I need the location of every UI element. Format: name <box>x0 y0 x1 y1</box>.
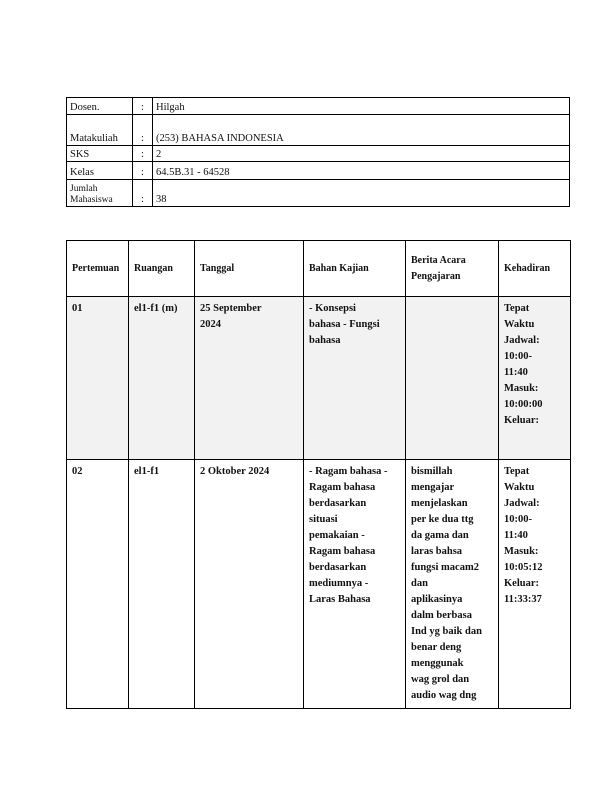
attendance-header-row <box>67 241 571 297</box>
cell-kehadiran: Tepat Waktu Jadwal: 10:00- 11:40 Masuk: 10:05:12 Keluar: 11:33:37 <box>499 460 571 709</box>
attendance-table <box>66 240 571 709</box>
matakuliah-value: (253) BAHASA INDONESIA <box>153 115 570 146</box>
header-pertemuan: Pertemuan <box>67 241 129 297</box>
cell-pertemuan: 01 <box>67 297 129 460</box>
info-row-matakuliah <box>67 115 570 146</box>
table-row <box>67 460 571 709</box>
info-row-sks <box>67 146 570 162</box>
cell-ruangan: el1-f1 <box>129 460 195 709</box>
cell-tanggal: 25 September 2024 <box>195 297 304 460</box>
matakuliah-label: Matakuliah <box>67 115 133 146</box>
colon: : <box>133 162 153 180</box>
cell-tanggal: 2 Oktober 2024 <box>195 460 304 709</box>
colon: : <box>133 146 153 162</box>
kelas-value: 64.5B.31 - 64528 <box>153 162 570 180</box>
jumlah-value: 38 <box>153 180 570 207</box>
header-tanggal: Tanggal <box>195 241 304 297</box>
header-berita-acara: Berita Acara Pengajaran <box>406 241 499 297</box>
cell-pertemuan: 02 <box>67 460 129 709</box>
jumlah-label: Jumlah Mahasiswa <box>67 180 133 207</box>
dosen-value: Hilgah <box>153 98 570 115</box>
dosen-label: Dosen. <box>67 98 133 115</box>
cell-kehadiran: Tepat Waktu Jadwal: 10:00- 11:40 Masuk: 10:00:00 Keluar: <box>499 297 571 460</box>
kelas-label: Kelas <box>67 162 133 180</box>
cell-berita-acara <box>406 297 499 460</box>
colon: : <box>133 115 153 146</box>
header-ruangan: Ruangan <box>129 241 195 297</box>
header-bahan-kajian: Bahan Kajian <box>304 241 406 297</box>
colon: : <box>133 98 153 115</box>
sks-value: 2 <box>153 146 570 162</box>
table-row <box>67 297 571 460</box>
colon: : <box>133 180 153 207</box>
cell-bahan-kajian: - Ragam bahasa - Ragam bahasa berdasarkan situasi pemakaian - Ragam bahasa berdasarkan mediumnya - Laras Bahasa <box>304 460 406 709</box>
cell-ruangan: el1-f1 (m) <box>129 297 195 460</box>
info-row-jumlah <box>67 180 570 207</box>
info-row-dosen <box>67 98 570 115</box>
cell-berita-acara: bismillah mengajar menjelaskan per ke dua ttg da gama dan laras bahsa fungsi macam2 dan aplikasinya dalm berbasa Ind yg baik dan benar deng menggunak wag grol dan audio wag dng <box>406 460 499 709</box>
sks-label: SKS <box>67 146 133 162</box>
header-kehadiran: Kehadiran <box>499 241 571 297</box>
info-row-kelas <box>67 162 570 180</box>
cell-bahan-kajian: - Konsepsi bahasa - Fungsi bahasa <box>304 297 406 460</box>
course-info-table <box>66 97 570 207</box>
